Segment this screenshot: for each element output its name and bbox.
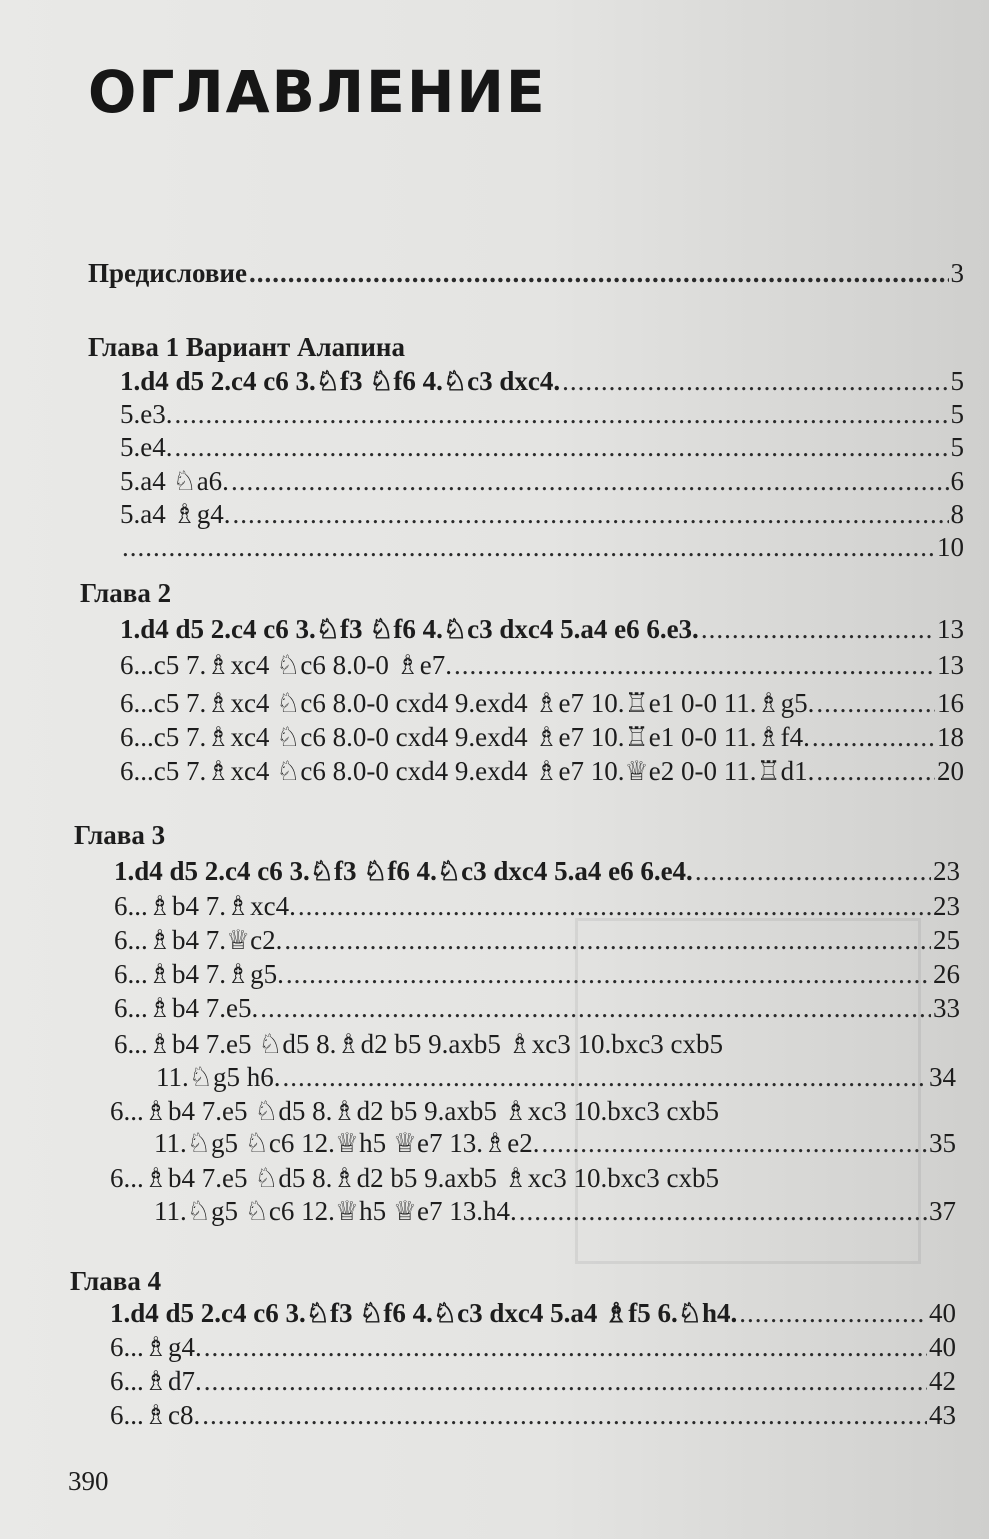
toc-page-number: 40: [929, 1298, 956, 1328]
leader-dots: [298, 891, 931, 922]
leader-dots: [454, 650, 935, 681]
toc-row: [120, 466, 964, 500]
toc-page-number: 18: [937, 722, 964, 752]
leader-dots: [232, 499, 948, 530]
toc-page-number: 20: [937, 756, 964, 786]
toc-entry-text: 6...c5 7.♗xc4 ♘c6 8.0-0 cxd4 9.exd4 ♗e7 10.♖e1 0-0 11.♗g5.: [120, 688, 815, 718]
toc-entry-text: 1.d4 d5 2.c4 c6 3.♘f3 ♘f6 4.♘c3 dxc4 5.a4 e6 6.e3.: [120, 614, 699, 644]
toc-row: [110, 1366, 956, 1400]
leader-dots: [562, 366, 948, 397]
leader-dots: [286, 959, 931, 990]
leader-dots: [260, 993, 931, 1024]
toc-entry-text: 1.d4 d5 2.c4 c6 3.♘f3 ♘f6 4.♘c3 dxc4 5.a4 ♗f5 6.♘h4.: [110, 1298, 738, 1328]
leader-dots: [204, 1366, 927, 1397]
toc-row-preface: [88, 258, 964, 292]
toc-row: [120, 722, 964, 756]
toc-entry-text: 5.a4 ♗g4.: [120, 499, 231, 529]
toc-row: [110, 1332, 956, 1366]
leader-dots: [701, 614, 935, 645]
toc-entry-text: 6...♗b4 7.♕c2.: [114, 925, 283, 955]
leader-dots: [541, 1128, 927, 1159]
toc-page-number: 6: [950, 466, 964, 496]
chapter-heading: Глава 2: [80, 578, 172, 608]
toc-page-number: 10: [937, 532, 964, 562]
toc-row: [120, 366, 964, 400]
leader-dots: [282, 1062, 927, 1093]
toc-page-number: 13: [937, 650, 964, 680]
toc-page-number: 23: [933, 891, 960, 921]
toc-row: [120, 614, 964, 648]
toc-page-number: 23: [933, 856, 960, 886]
toc-page-number: 5: [950, 432, 964, 462]
toc-entry-text: 5.a4 ♘a6.: [120, 466, 229, 496]
toc-entry-text: 5.e4.: [120, 432, 173, 462]
toc-row: [120, 532, 964, 566]
leader-dots: [739, 1298, 927, 1329]
toc-page-number: 26: [933, 959, 960, 989]
toc-page-number: 13: [937, 614, 964, 644]
leader-dots: [695, 856, 931, 887]
toc-entry-text: Предисловие: [88, 258, 247, 288]
toc-entry-text: 6...♗b4 7.♗g5.: [114, 959, 284, 989]
toc-page-number: 5: [950, 366, 964, 396]
toc-row: [110, 1400, 956, 1434]
toc-page-number: 5: [950, 399, 964, 429]
toc-page-number: 16: [937, 688, 964, 718]
toc-entry-first-line: 6...♗b4 7.e5 ♘d5 8.♗d2 b5 9.axb5 ♗xc3 10.bxc3 cxb5: [110, 1163, 719, 1193]
page-number: 390: [68, 1466, 109, 1496]
toc-row: [114, 959, 960, 993]
chapter-number: Глава 1: [88, 332, 180, 362]
leader-dots: [231, 466, 949, 497]
toc-entry-first-line: 6...♗b4 7.e5 ♘d5 8.♗d2 b5 9.axb5 ♗xc3 10.bxc3 cxb5: [110, 1096, 719, 1126]
chapter-heading: [88, 332, 405, 363]
toc-page-number: 34: [929, 1062, 956, 1092]
page-title: ОГЛАВЛЕНИЕ: [88, 58, 547, 126]
leader-dots: [204, 1332, 927, 1363]
toc-row: [114, 925, 960, 959]
toc-row: [110, 1298, 956, 1332]
toc-entry-text: 6...♗c8.: [110, 1400, 201, 1430]
toc-row: [120, 650, 964, 684]
toc-page-number: 8: [950, 499, 964, 529]
toc-entry-text: 1.d4 d5 2.c4 c6 3.♘f3 ♘f6 4.♘c3 dxc4.: [120, 366, 561, 396]
toc-row: [120, 688, 964, 722]
leader-dots: [174, 432, 948, 463]
toc-page-number: 37: [929, 1196, 956, 1226]
leader-dots: [816, 756, 935, 787]
toc-entry-text: 6...c5 7.♗xc4 ♘c6 8.0-0 ♗e7.: [120, 650, 453, 680]
toc-row: [120, 756, 964, 790]
chapter-heading: Глава 4: [70, 1266, 162, 1296]
leader-dots: [812, 722, 935, 753]
leader-dots: [284, 925, 931, 956]
chapter-heading: Глава 3: [74, 820, 166, 850]
toc-row: [154, 1128, 956, 1162]
toc-entry-first-line: 6...♗b4 7.e5 ♘d5 8.♗d2 b5 9.axb5 ♗xc3 10.bxc3 cxb5: [114, 1029, 723, 1059]
toc-page-number: 43: [929, 1400, 956, 1430]
toc-entry-text: 6...♗b4 7.e5.: [114, 993, 259, 1023]
toc-entry-text: 6...c5 7.♗xc4 ♘c6 8.0-0 cxd4 9.exd4 ♗e7 10.♖e1 0-0 11.♗f4.: [120, 722, 810, 752]
toc-row: [154, 1196, 956, 1230]
toc-entry-text: 6...♗b4 7.♗xc4.: [114, 891, 296, 921]
toc-entry-text: 11.♘g5 ♘c6 12.♕h5 ♕e7 13.h4.: [154, 1196, 517, 1226]
toc-entry-text: 1.d4 d5 2.c4 c6 3.♘f3 ♘f6 4.♘c3 dxc4 5.a4 e6 6.e4.: [114, 856, 693, 886]
toc-row: [120, 499, 964, 533]
toc-row: [120, 432, 964, 466]
leader-dots: [249, 258, 949, 289]
toc-row: [120, 399, 964, 433]
leader-dots: [519, 1196, 927, 1227]
toc-entry-text: 6...c5 7.♗xc4 ♘c6 8.0-0 cxd4 9.exd4 ♗e7 10.♕e2 0-0 11.♖d1.: [120, 756, 815, 786]
toc-page-number: 33: [933, 993, 960, 1023]
toc-entry-text: 6...♗g4.: [110, 1332, 202, 1362]
toc-entry-text: 11.♘g5 h6.: [156, 1062, 281, 1092]
toc-row: [114, 993, 960, 1027]
leader-dots: [174, 399, 948, 430]
toc-page-number: 25: [933, 925, 960, 955]
toc-row: [114, 891, 960, 925]
leader-dots: [202, 1400, 927, 1431]
toc-page-number: 35: [929, 1128, 956, 1158]
toc-page-number: 40: [929, 1332, 956, 1362]
toc-page-number: 42: [929, 1366, 956, 1396]
toc-entry-text: 6...♗d7.: [110, 1366, 202, 1396]
toc-row: [156, 1062, 956, 1096]
toc-entry-text: 5.e3.: [120, 399, 173, 429]
toc-page-number: 3: [950, 258, 964, 288]
toc-row: [114, 856, 960, 890]
leader-dots: [122, 532, 935, 563]
leader-dots: [816, 688, 935, 719]
toc-entry-text: 11.♘g5 ♘c6 12.♕h5 ♕e7 13.♗e2.: [154, 1128, 540, 1158]
chapter-title: Вариант Алапина: [185, 332, 405, 362]
